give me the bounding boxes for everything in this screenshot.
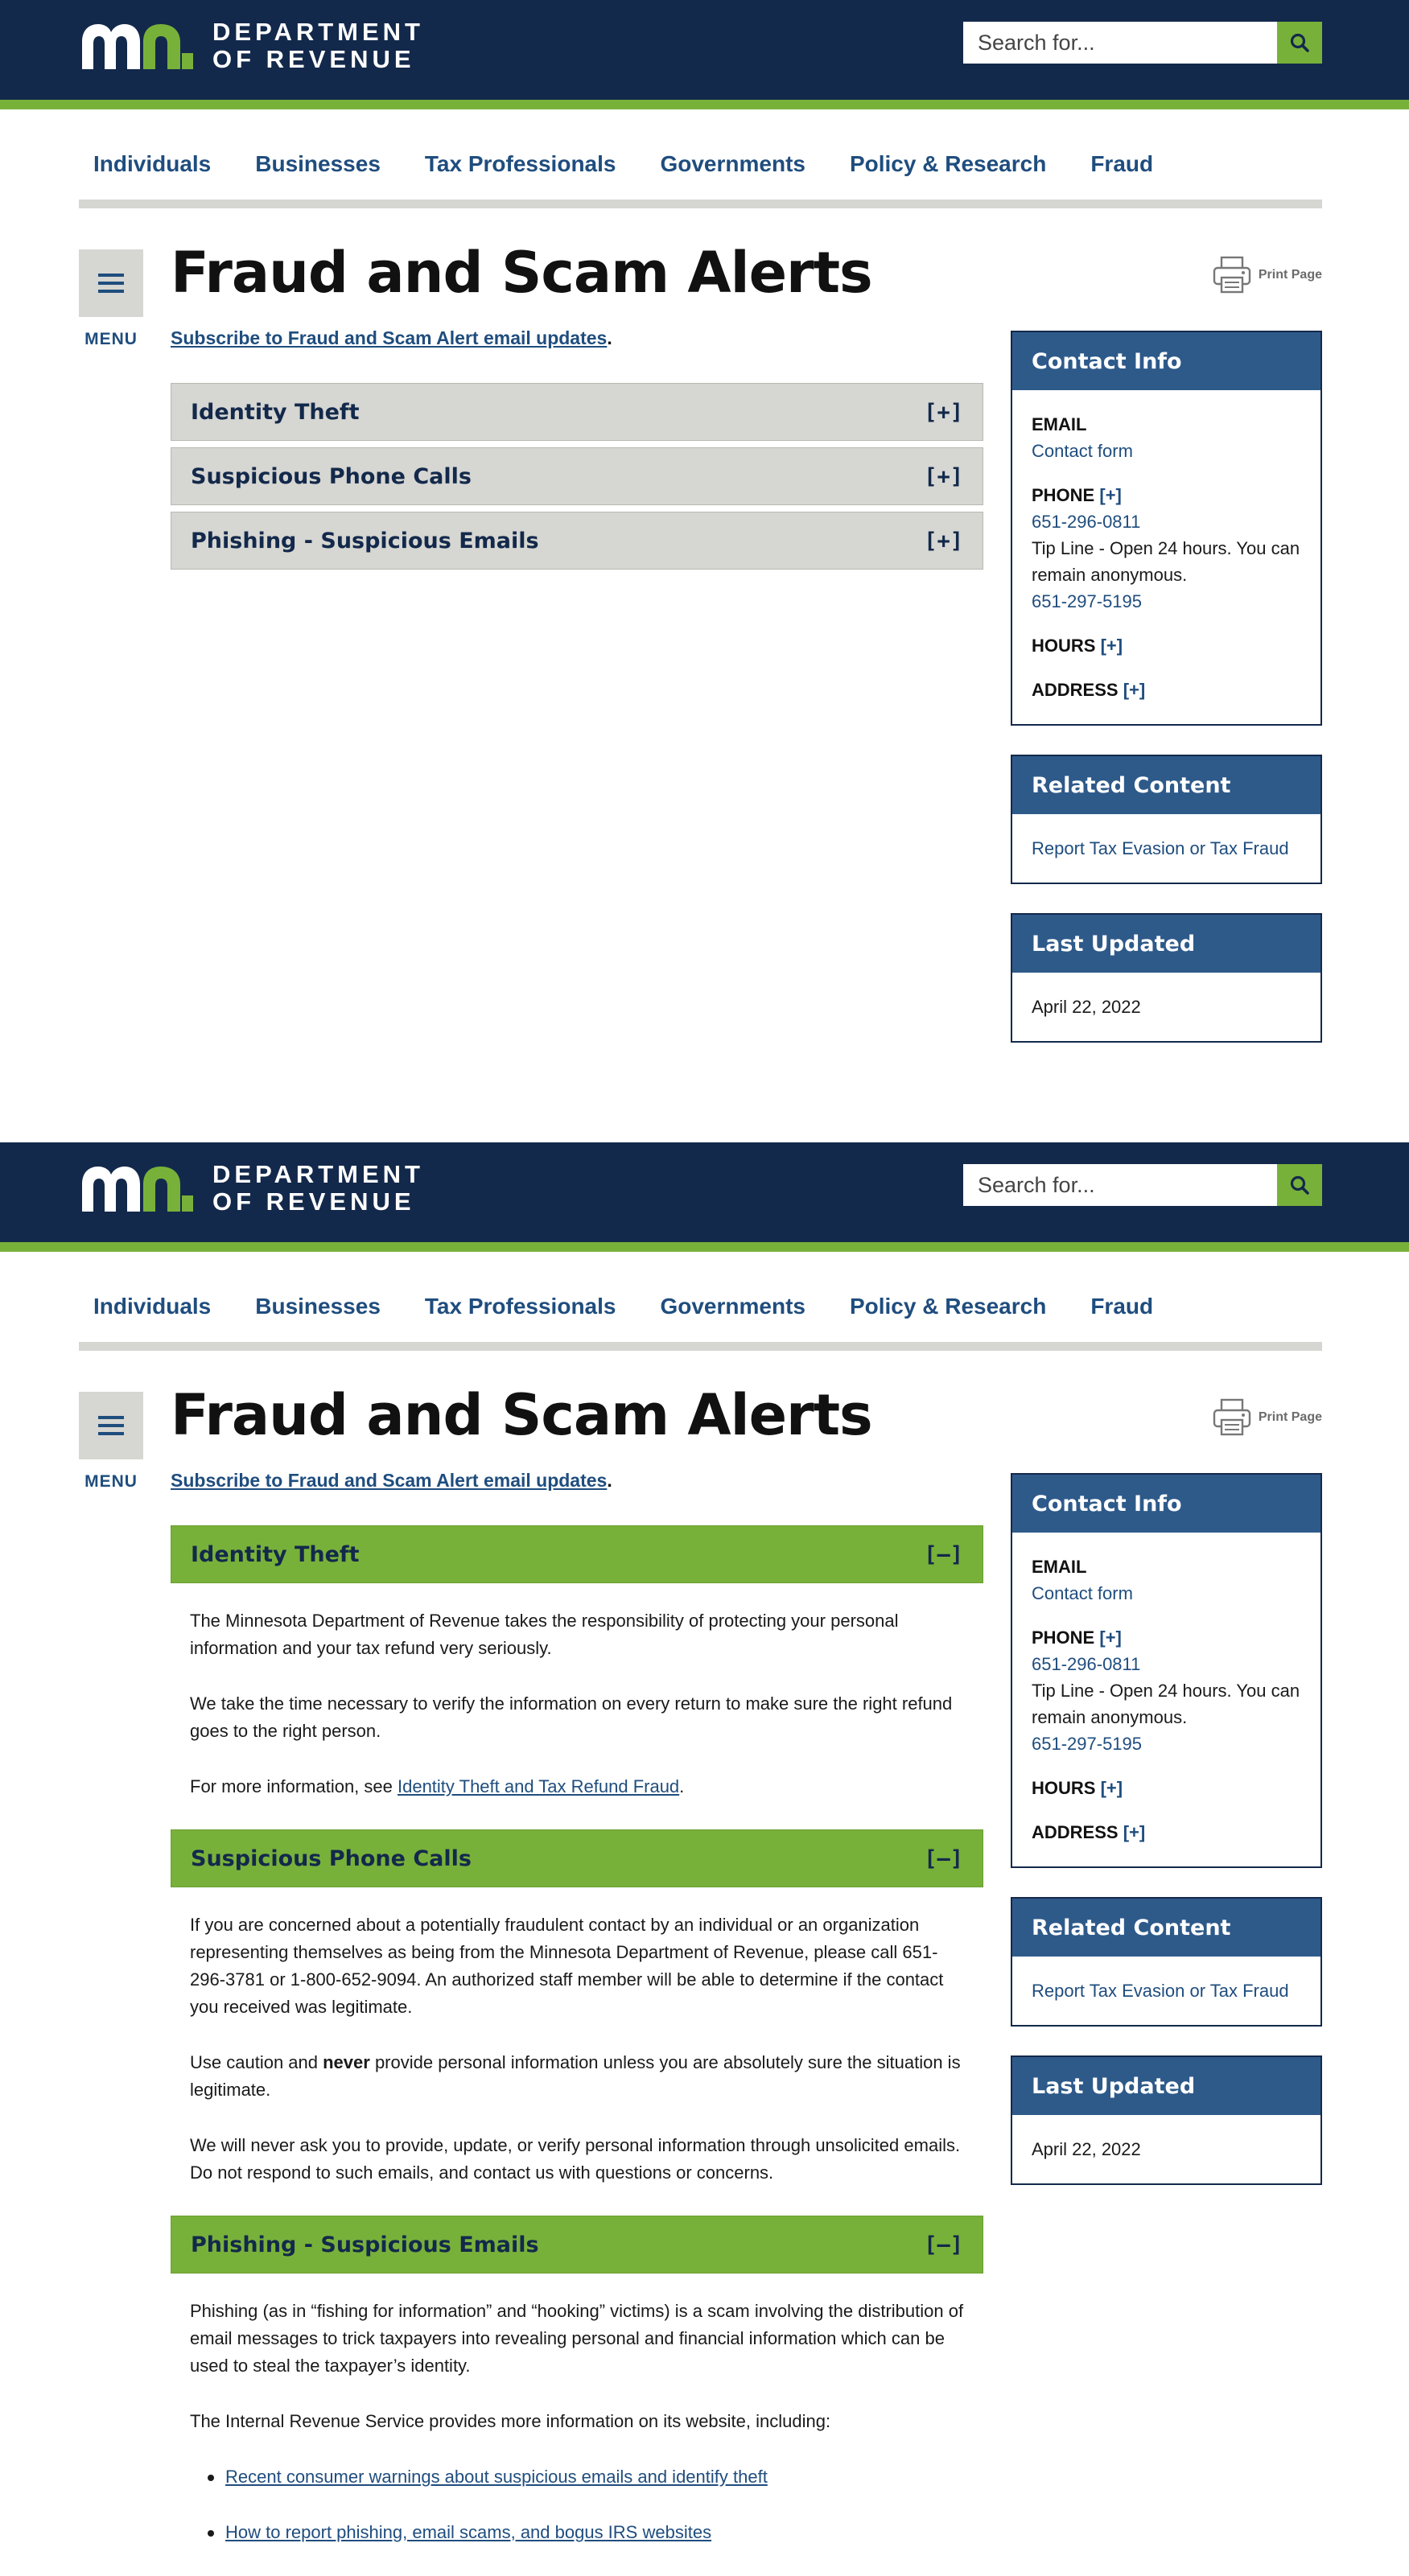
phone-label [1032,482,1301,508]
search-input[interactable] [963,22,1277,64]
print-page-label: Print Page [1258,1410,1322,1424]
nav-item-policy-research[interactable]: Policy & Research [849,151,1047,176]
last-updated-title: Last Updated [1012,915,1320,973]
tipline-text: Tip Line - Open 24 hours. You can remain anonymous. [1032,538,1300,585]
address-label-text: ADDRESS [1032,1822,1119,1842]
hours-expand-toggle[interactable]: [+] [1100,636,1123,656]
contact-form-link[interactable]: Contact form [1032,1583,1133,1603]
header-accent-bar [0,100,1409,109]
nav-item-individuals[interactable]: Individuals [93,1294,212,1319]
paragraph: We take the time necessary to verify the information on every return to make sure the right refund goes to the right person. [190,1693,953,1741]
sidebar [1011,1473,1322,2214]
nav-item-tax-professionals[interactable]: Tax Professionals [424,1294,616,1319]
paragraph: The Internal Revenue Service provides more information on its website, including: [190,2411,831,2431]
hours-expand-toggle[interactable]: [+] [1100,1778,1123,1798]
accordion-title: Suspicious Phone Calls [191,1846,472,1871]
related-link-report-tax-evasion[interactable]: Report Tax Evasion or Tax Fraud [1032,838,1289,858]
last-updated-date: April 22, 2022 [1032,2139,1141,2159]
nav-item-governments[interactable]: Governments [660,1294,805,1319]
main-nav [79,1286,1183,1327]
paragraph: The Minnesota Department of Revenue takes the responsibility of protecting your personal information and your tax refund very seriously. [190,1611,899,1658]
more-info-prefix: For more information, see [190,1776,398,1796]
accordion-phishing[interactable] [171,2216,983,2274]
site-logo[interactable] [79,19,424,72]
sidebar [1011,331,1322,1072]
subscribe-line [171,327,612,349]
accordion-body-phone-calls [171,1887,983,2216]
irs-warnings-link[interactable]: Recent consumer warnings about suspicious emails and identify theft [225,2467,768,2487]
search-button[interactable] [1277,1164,1322,1206]
menu-button[interactable] [79,249,143,317]
paragraph: If you are concerned about a potentially fraudulent contact by an individual or an organization representing themselves as being from the Minnesota Department of Revenue, please call 651-296-3781 or 1-800-652-9094. An authorized staff member will be able to determine if the contact you received was legitimate. [190,1915,944,2017]
address-expand-toggle[interactable]: [+] [1123,680,1146,700]
nav-divider [79,1342,1322,1351]
paragraph: We will never ask you to provide, update, or verify personal information through unsolicited emails. Do not respond to such emails, and contact us with questions or concerns. [190,2135,961,2183]
phone-link-1[interactable]: 651-296-0811 [1032,512,1141,532]
site-header [0,0,1409,109]
list-item [208,2519,964,2546]
contact-info-title: Contact Info [1012,1475,1320,1533]
hours-label [1032,632,1301,659]
nav-item-fraud[interactable]: Fraud [1090,151,1154,176]
mn-logo-icon [79,21,195,71]
phone-label-text: PHONE [1032,485,1095,505]
search-button[interactable] [1277,22,1322,64]
nav-item-policy-research[interactable]: Policy & Research [849,1294,1047,1319]
expand-toggle[interactable]: [+] [924,463,963,489]
related-link-report-tax-evasion[interactable]: Report Tax Evasion or Tax Fraud [1032,1981,1289,2001]
search-input[interactable] [963,1164,1277,1206]
tipline-text: Tip Line - Open 24 hours. You can remain anonymous. [1032,1681,1300,1727]
menu-label[interactable]: MENU [84,1472,138,1491]
subscribe-period: . [607,1470,612,1491]
phone-link-2[interactable]: 651-297-5195 [1032,1734,1143,1754]
last-updated-card [1011,2055,1322,2185]
site-header [0,1142,1409,1252]
caution-after: provide personal information unless you are absolutely sure the situation is legitimate. [190,2052,961,2100]
expand-toggle[interactable]: [+] [924,528,963,553]
paragraph: Phishing (as in “fishing for information” and “hooking” victims) is a scam involving the distribution of email messages to trick taxpayers into revealing personal and financial information which can be used to steal the taxpayer’s identity. [190,2301,964,2376]
accordion-list [171,383,983,576]
expand-toggle[interactable]: [+] [924,399,963,425]
print-page-button[interactable] [1212,256,1322,294]
accordion-phishing[interactable] [171,512,983,570]
printer-icon [1212,1398,1252,1437]
phone-link-2[interactable]: 651-297-5195 [1032,591,1143,611]
address-expand-toggle[interactable]: [+] [1123,1822,1146,1842]
logo-line-2: OF REVENUE [212,45,415,73]
accordion-title: Identity Theft [191,399,360,425]
hours-label-text: HOURS [1032,1778,1096,1798]
last-updated-date: April 22, 2022 [1032,997,1141,1017]
collapse-toggle[interactable]: [–] [924,1846,963,1871]
accordion-suspicious-phone-calls[interactable] [171,1829,983,1887]
accordion-body-identity-theft [171,1583,983,1829]
collapse-toggle[interactable]: [–] [924,2232,963,2257]
site-logo[interactable] [79,1162,424,1215]
nav-item-fraud[interactable]: Fraud [1090,1294,1154,1319]
nav-item-governments[interactable]: Governments [660,151,805,176]
subscribe-period: . [607,327,612,348]
nav-item-tax-professionals[interactable]: Tax Professionals [424,151,616,176]
search-bar [963,22,1322,64]
search-bar [963,1164,1322,1206]
contact-info-card [1011,1473,1322,1868]
phone-expand-toggle[interactable]: [+] [1099,1627,1122,1648]
email-label: EMAIL [1032,1557,1087,1577]
accordion-title: Phishing - Suspicious Emails [191,2232,539,2257]
accordion-title: Identity Theft [191,1541,360,1567]
hours-label-text: HOURS [1032,636,1096,656]
related-content-card [1011,1897,1322,2027]
subscribe-link[interactable]: Subscribe to Fraud and Scam Alert email updates [171,327,608,348]
phone-expand-toggle[interactable]: [+] [1099,485,1122,505]
accordion-title: Suspicious Phone Calls [191,463,472,489]
last-updated-card [1011,913,1322,1043]
subscribe-link[interactable]: Subscribe to Fraud and Scam Alert email updates [171,1470,608,1491]
related-content-card [1011,755,1322,884]
nav-item-individuals[interactable]: Individuals [93,151,212,176]
nav-item-businesses[interactable]: Businesses [255,1294,381,1319]
search-icon [1289,1175,1310,1195]
accordion-body-phishing [171,2274,983,2576]
accordion-list [171,1525,983,2576]
logo-line-1: DEPARTMENT [212,18,424,46]
identity-theft-refund-fraud-link[interactable]: Identity Theft and Tax Refund Fraud [397,1776,680,1796]
email-label: EMAIL [1032,414,1087,434]
caution-paragraph [190,2049,964,2104]
related-content-title: Related Content [1012,756,1320,814]
menu-button[interactable] [79,1392,143,1459]
main-nav [79,143,1183,185]
address-label [1032,1819,1301,1846]
print-page-button[interactable] [1212,1398,1322,1437]
nav-divider [79,200,1322,208]
accordion-suspicious-phone-calls[interactable] [171,447,983,505]
caution-never: never [323,2052,370,2072]
accordion-identity-theft[interactable] [171,1525,983,1583]
collapse-toggle[interactable]: [–] [924,1541,963,1567]
subscribe-line [171,1470,612,1492]
menu-label[interactable]: MENU [84,330,138,348]
screen-collapsed [0,0,1409,1142]
hamburger-icon [98,1415,124,1436]
search-icon [1289,32,1310,53]
address-label [1032,677,1301,703]
more-info-paragraph [190,1773,964,1800]
related-content-title: Related Content [1012,1899,1320,1957]
hamburger-icon [98,273,124,294]
accordion-title: Phishing - Suspicious Emails [191,528,539,553]
contact-info-title: Contact Info [1012,332,1320,390]
logo-line-1: DEPARTMENT [212,1160,424,1188]
page-title: Fraud and Scam Alerts [171,240,872,306]
irs-links-list [208,2463,964,2546]
more-info-suffix: . [679,1776,685,1796]
irs-report-phishing-link[interactable]: How to report phishing, email scams, and bogus IRS websites [225,2522,712,2542]
hours-label [1032,1775,1301,1801]
last-updated-title: Last Updated [1012,2057,1320,2115]
header-accent-bar [0,1242,1409,1252]
screen-expanded [0,1142,1409,2576]
printer-icon [1212,256,1252,294]
phone-label-text: PHONE [1032,1627,1095,1648]
list-item [208,2463,964,2491]
caution-before: Use caution and [190,2052,323,2072]
phone-label [1032,1624,1301,1651]
logo-line-2: OF REVENUE [212,1187,415,1216]
page-title: Fraud and Scam Alerts [171,1382,872,1448]
contact-form-link[interactable]: Contact form [1032,441,1133,461]
phone-link-1[interactable]: 651-296-0811 [1032,1654,1141,1674]
nav-item-businesses[interactable]: Businesses [255,151,381,176]
accordion-identity-theft[interactable] [171,383,983,441]
print-page-label: Print Page [1258,268,1322,282]
contact-info-card [1011,331,1322,726]
mn-logo-icon [79,1163,195,1213]
address-label-text: ADDRESS [1032,680,1119,700]
